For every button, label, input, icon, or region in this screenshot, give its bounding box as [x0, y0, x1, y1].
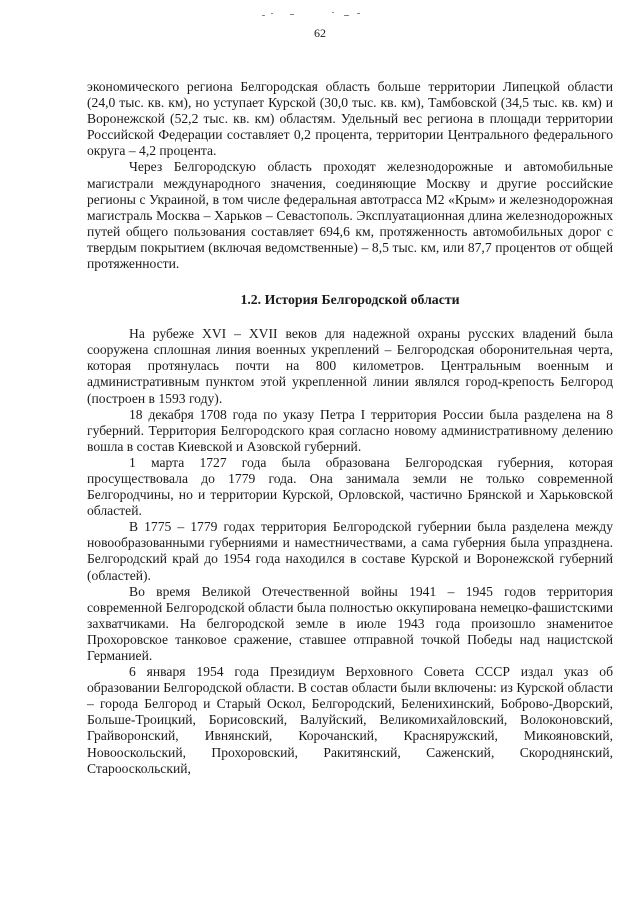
section-title: 1.2. История Белгородской области: [240, 292, 460, 308]
scan-speck: [290, 14, 294, 15]
scan-speck: [262, 15, 265, 16]
document-body: [87, 79, 613, 777]
scan-speck: [332, 12, 334, 13]
paragraph-transport: Через Белгородскую область проходят железнодорожные и автомобильные магистрали международного значения, соединяющие Москву и другие российские регионы с Украиной, в том числе федеральная автотрасса М2 «Крым» и железнодорожная магистраль Москва – Харьков – Севастополь. Эксплуатационная длина железнодорожных путей общего пользования составляет 694,6 км, протяженность автомобильных дорог с твердым покрытием (включая ведомственные) – 8,5 тыс. км, или 87,7 процентов от общей протяженности.: [87, 159, 613, 272]
scan-speck: [344, 15, 349, 16]
paragraph-1708-reform: 18 декабря 1708 года по указу Петра I территория России была разделена на 8 губерний. Территория Белгородского края согласно новому административному делению вошла в состав Киевской и Азовской губерний.: [87, 406, 613, 454]
paragraph-ww2: Во время Великой Отечественной войны 1941 – 1945 годов территория современной Белгородской области была полностью оккупирована немецко-фашистскими захватчиками. На белгородской земле в июле 1943 года произошло знаменитое Прохоровское танковое сражение, ставшее отправной точкой Победы над нацистской Германией.: [87, 583, 613, 663]
scan-speck: [271, 13, 273, 14]
paragraph-area-comparison: экономического региона Белгородская область больше территории Липецкой области (24,0 тыс. кв. км), но уступает Курской (30,0 тыс. кв. км), Тамбовской (34,5 тыс. кв. км) и Воронежской (52,2 тыс. кв. км) областям. Удельный вес региона в площади территории Российской Федерации составляет 0,2 процента, территории Центрального федерального округа – 4,2 процента.: [87, 79, 613, 159]
paragraph-defensive-line: На рубеже XVI – XVII веков для надежной охраны русских владений была сооружена сплошная линия военных укреплений – Белгородская оборонительная черта, которая протянулась почти на 800 километров. Центральным военным и административным пунктом этой укрепленной линии являлся город-крепость Белгород (построен в 1593 году).: [87, 326, 613, 406]
page-number: 62: [314, 26, 326, 40]
scan-speck: [357, 13, 360, 14]
paragraph-1727-governorate: 1 марта 1727 года была образована Белгородская губерния, которая просуществовала до 1779 года. Она занимала земли не только современной Белгородчины, но и территории Курской, Орловской, частично Брянской и Харьковской областей.: [87, 454, 613, 519]
paragraph-1775-division: В 1775 – 1779 годах территория Белгородской губернии была разделена между новообразованными губерниями и наместничествами, а сама губерния была упразднена. Белгородский край до 1954 года находился в составе Курской и Воронежской губерний (областей).: [87, 519, 613, 583]
paragraph-1954-formation: 6 января 1954 года Президиум Верховного Совета СССР издал указ об образовании Белгородской области. В состав области были включены: из Курской области – города Белгород и Старый Оскол, Белгородский, Беленихинский, Боброво-Дворский, Больше-Троицкий, Борисовский, Валуйский, Великомихайловский, Волоконовский, Грайворонский, Ивнянский, Корочанский, Красняружский, Микояновский, Новооскольский, Прохоровский, Ракитянский, Саженский, Скороднянский, Старооскольский,: [87, 664, 613, 776]
